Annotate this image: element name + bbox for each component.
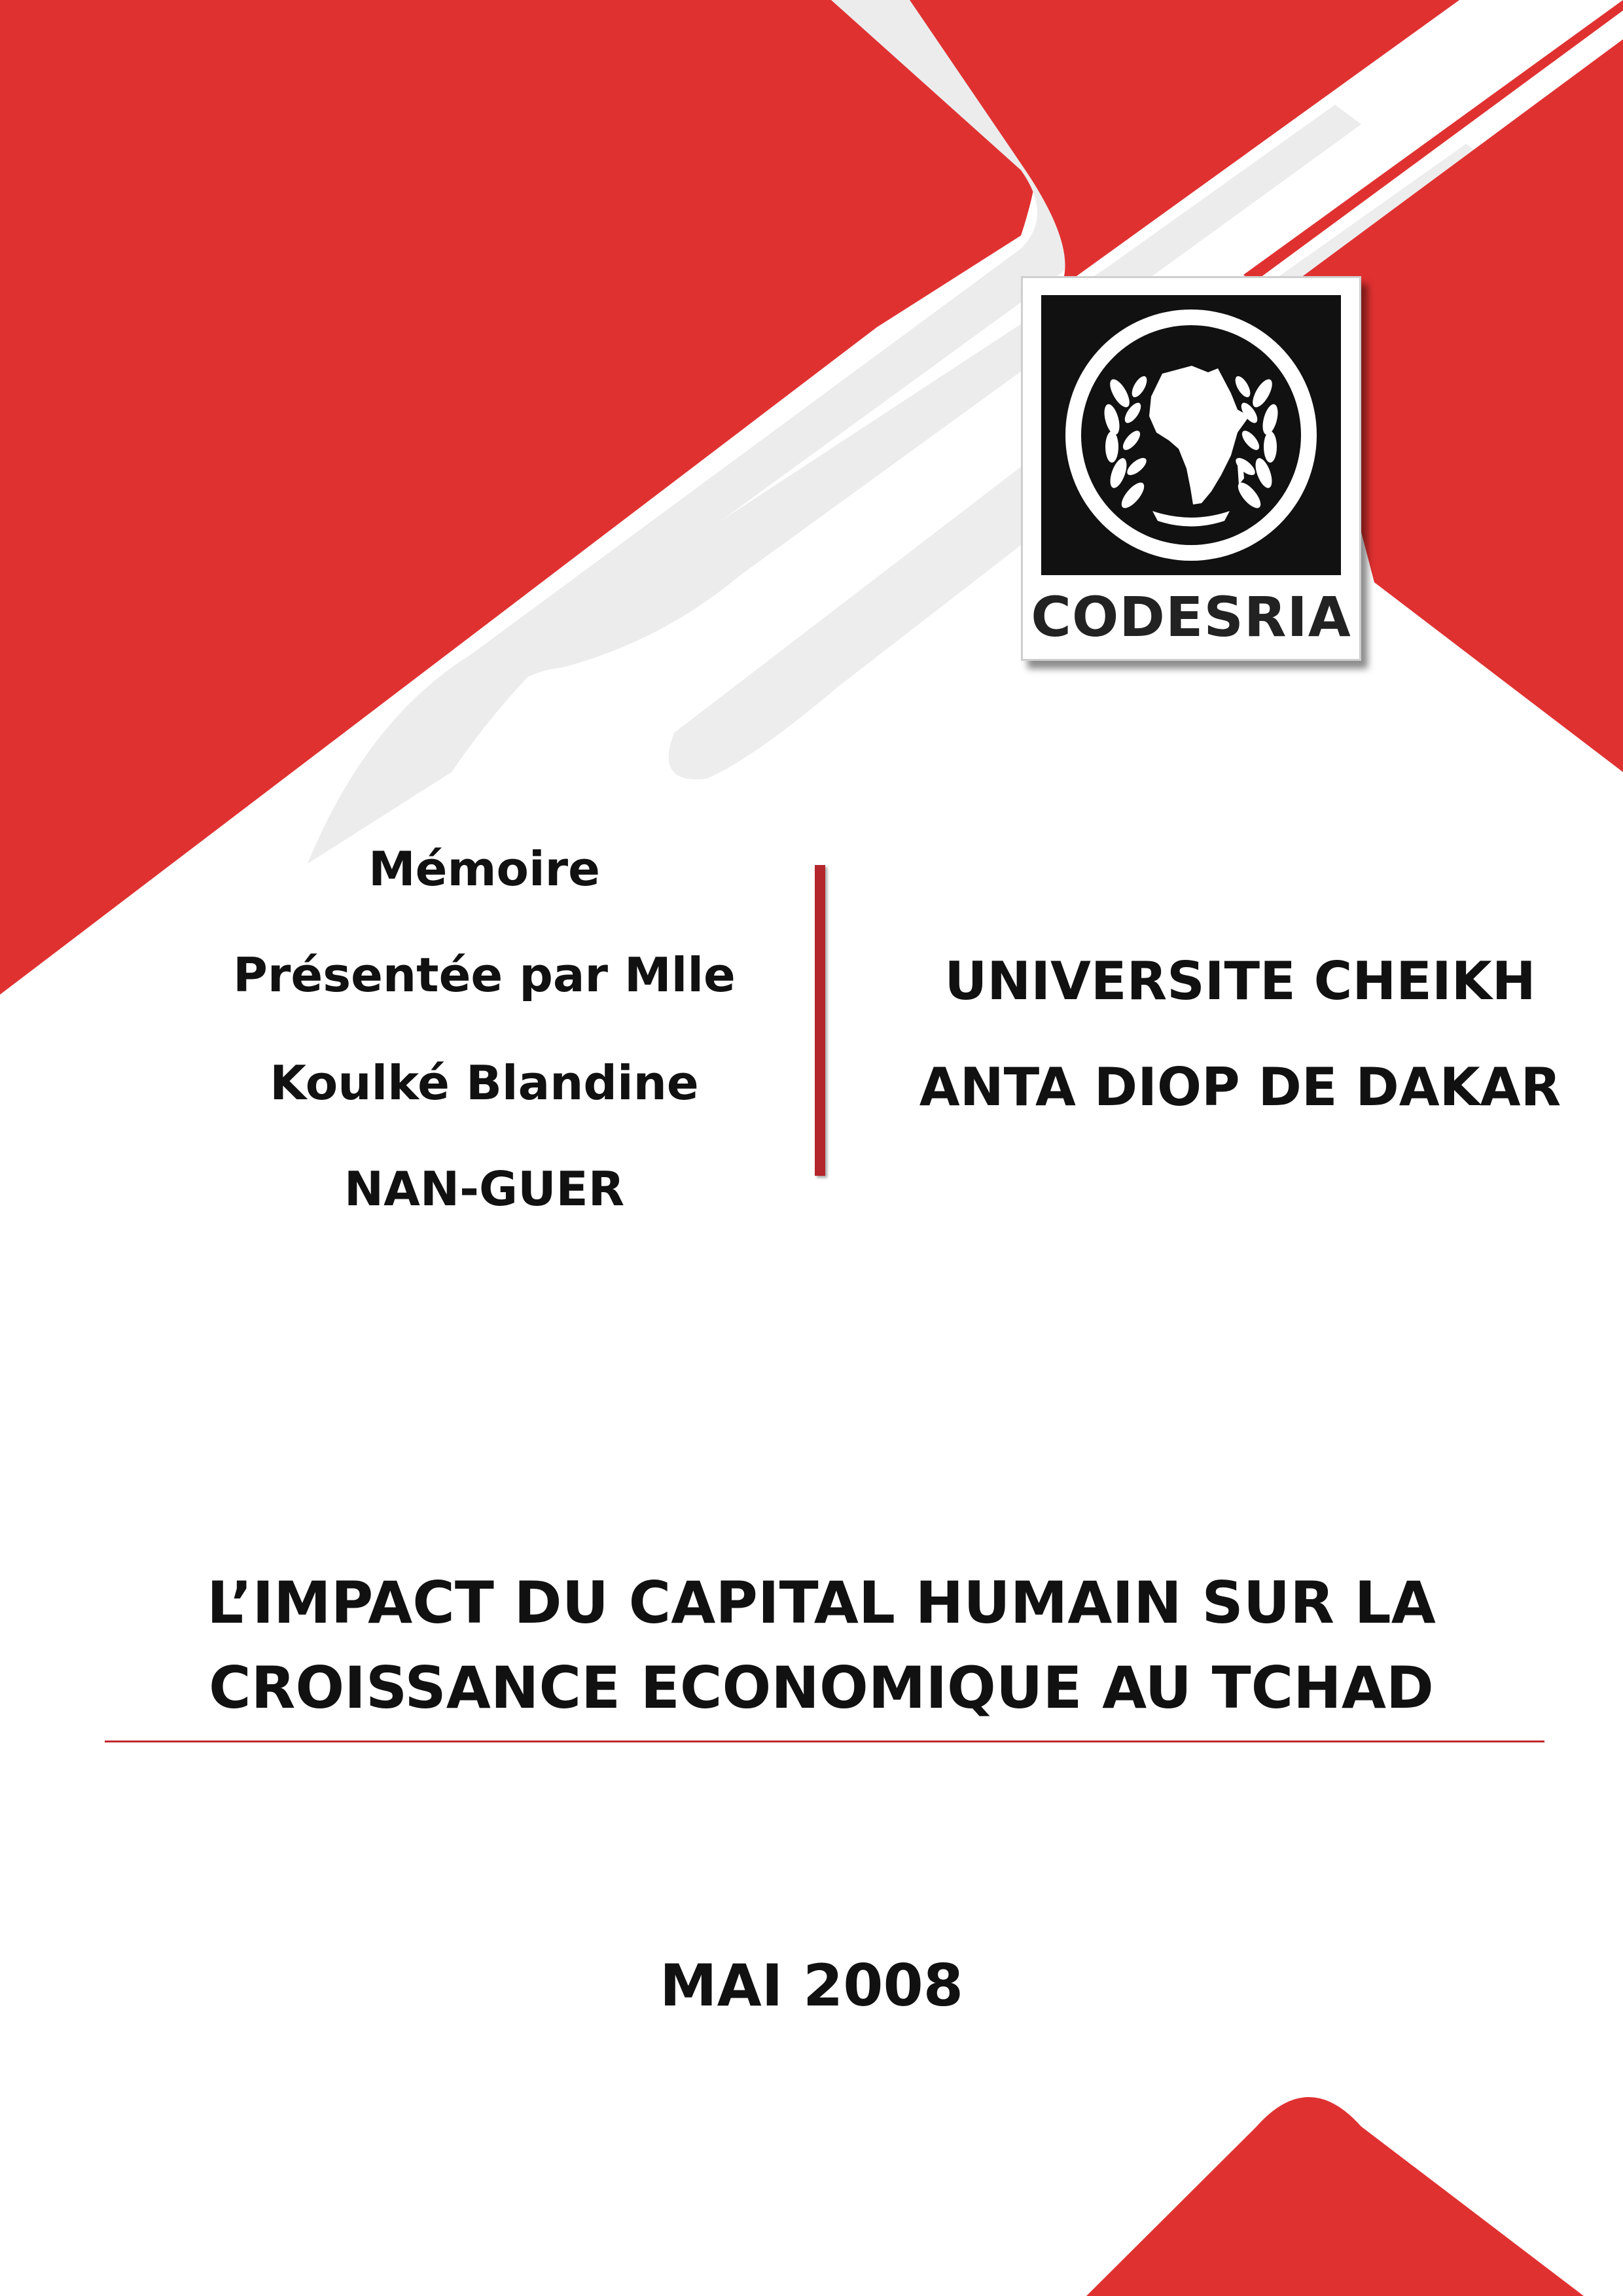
vertical-divider [815, 865, 825, 1176]
title-line-2: CROISSANCE ECONOMIQUE AU TCHAD [209, 1654, 1434, 1722]
presented-by-label: Présentée par Mlle [233, 947, 736, 1002]
africa-laurel-emblem-icon [1041, 295, 1341, 575]
publication-date: MAI 2008 [660, 1952, 963, 2019]
author-first-name: Koulké Blandine [270, 1055, 699, 1110]
title-underline [105, 1740, 1544, 1742]
institution-line-2: ANTA DIOP DE DAKAR [919, 1057, 1561, 1118]
author-last-name: NAN-GUER [344, 1161, 625, 1216]
codesria-logo [1021, 276, 1361, 661]
logo-emblem-background [1041, 295, 1341, 575]
title-line-1: L’IMPACT DU CAPITAL HUMAIN SUR LA [207, 1569, 1436, 1636]
logo-label: CODESRIA [1031, 585, 1351, 649]
institution-line-1: UNIVERSITE CHEIKH [944, 951, 1536, 1012]
red-triangle-bottom [1086, 2097, 1584, 2296]
memoire-label: Mémoire [368, 841, 600, 896]
